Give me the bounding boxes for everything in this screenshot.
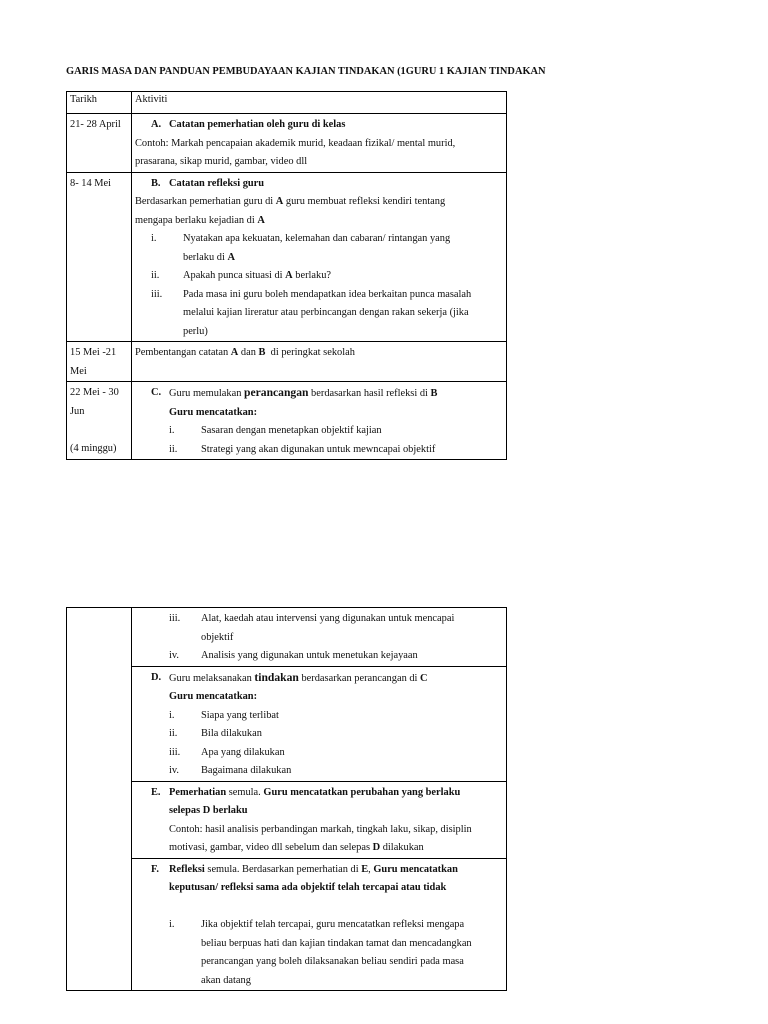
section-b-intro bbox=[135, 212, 506, 231]
row-date: Jun bbox=[70, 405, 85, 417]
list-continuation: perancangan yang boleh dilaksanakan beliau sendiri pada masa bbox=[201, 956, 464, 967]
section-f-heading bbox=[169, 861, 458, 880]
section-f-line: keputusan/ refleksi sama ada objektif telah tercapai atau tidak bbox=[169, 882, 447, 893]
text-run: berdasarkan perancangan di bbox=[298, 672, 421, 684]
section-a-heading: Catatan pemerhatian oleh guru di kelas bbox=[169, 119, 346, 130]
list-text: Apa yang dilakukan bbox=[201, 746, 285, 758]
list-number: ii. bbox=[169, 443, 178, 455]
text-run: semula. bbox=[226, 786, 264, 798]
text-run: dan bbox=[238, 347, 259, 358]
presentation-text bbox=[135, 344, 506, 363]
list-number: i. bbox=[169, 919, 175, 930]
table-row bbox=[67, 172, 507, 342]
timeline-table-continued bbox=[66, 607, 507, 991]
table-row bbox=[67, 608, 507, 667]
section-e-heading bbox=[169, 784, 460, 803]
row-duration: (4 minggu) bbox=[70, 442, 117, 454]
list-number: ii. bbox=[151, 270, 160, 281]
list-text: Pada masa ini guru boleh mendapatkan idea berkaitan punca masalah bbox=[183, 288, 472, 300]
list-number: iii. bbox=[169, 613, 181, 624]
text-run: guru membuat refleksi kendiri tentang bbox=[283, 196, 446, 207]
list-item bbox=[135, 725, 506, 744]
section-a-line: prasarana, sikap murid, gambar, video dll bbox=[135, 156, 308, 167]
row-date: Mei bbox=[70, 365, 87, 377]
section-e-label: E. bbox=[151, 786, 161, 798]
text-run: Berdasarkan pemerhatian guru di bbox=[135, 196, 276, 207]
section-a-label: A. bbox=[151, 119, 162, 130]
document-title: GARIS MASA DAN PANDUAN PEMBUDAYAAN KAJIAN TINDAKAN (1GURU 1 KAJIAN TINDAKAN bbox=[66, 66, 546, 77]
list-number: iii. bbox=[169, 746, 181, 758]
table-row bbox=[67, 342, 507, 382]
list-number: ii. bbox=[169, 728, 178, 739]
text-run: mengapa berlaku kejadian di bbox=[135, 214, 258, 226]
list-item bbox=[135, 286, 506, 305]
text-run: Apakah punca situasi di bbox=[183, 270, 286, 281]
list-text: Siapa yang terlibat bbox=[201, 709, 279, 721]
text-run: perancangan bbox=[244, 386, 309, 399]
row-date: 22 Mei - 30 bbox=[70, 387, 119, 398]
list-continuation: objektif bbox=[201, 631, 234, 643]
section-e-line: selepas D berlaku bbox=[169, 805, 248, 816]
section-d-sub: Guru mencatatkan: bbox=[169, 691, 258, 702]
text-run: D bbox=[372, 842, 381, 853]
row-date: 15 Mei -21 bbox=[70, 347, 117, 358]
text-run: Pemerhatian bbox=[169, 786, 227, 798]
section-b-intro bbox=[135, 193, 506, 212]
section-b-heading: Catatan refleksi guru bbox=[169, 177, 265, 189]
list-number: i. bbox=[169, 425, 175, 436]
list-number: iii. bbox=[151, 288, 163, 300]
text-run: motivasi, gambar, video dll sebelum dan selepas bbox=[169, 842, 373, 853]
list-text: Analisis yang digunakan untuk menetukan kejayaan bbox=[201, 650, 418, 661]
table-row bbox=[67, 858, 507, 991]
text-run: Refleksi bbox=[169, 863, 205, 875]
text-run: A bbox=[275, 196, 284, 207]
row-b-date: 8- 14 Mei bbox=[70, 177, 111, 189]
list-item bbox=[135, 647, 506, 666]
list-item bbox=[135, 762, 506, 781]
list-text: Strategi yang akan digunakan untuk mewncapai objektif bbox=[201, 443, 436, 455]
list-item bbox=[135, 441, 506, 460]
list-continuation: perlu) bbox=[183, 325, 208, 337]
timeline-table bbox=[66, 91, 507, 460]
list-text: Alat, kaedah atau intervensi yang digunakan untuk mencapai bbox=[201, 613, 455, 624]
section-c-sub: Guru mencatatkan: bbox=[169, 406, 258, 418]
table-row bbox=[67, 781, 507, 858]
list-continuation: beliau berpuas hati dan kajian tindakan tamat dan mencadangkan bbox=[201, 937, 472, 949]
text-run: A bbox=[285, 270, 293, 281]
section-f-label: F. bbox=[151, 863, 159, 875]
list-item bbox=[135, 744, 506, 763]
text-run: tindakan bbox=[254, 670, 299, 684]
table-header-row bbox=[67, 92, 507, 114]
list-item bbox=[135, 916, 506, 935]
list-text: Sasaran dengan menetapkan objektif kajian bbox=[201, 425, 382, 436]
list-number: i. bbox=[169, 709, 175, 721]
list-continuation: melalui kajian lireratur atau perbincangan dengan rakan sekerja (jika bbox=[183, 307, 469, 318]
text-run: E bbox=[361, 863, 369, 875]
table-row bbox=[67, 666, 507, 781]
text-run: berdasarkan hasil refleksi di bbox=[308, 388, 431, 399]
list-text bbox=[183, 267, 331, 286]
text-run: , bbox=[368, 863, 374, 875]
text-run: semula. Berdasarkan pemerhatian di bbox=[204, 863, 362, 875]
list-text: Jika objektif telah tercapai, guru mencatatkan refleksi mengapa bbox=[201, 919, 465, 930]
list-number: iv. bbox=[169, 765, 180, 776]
list-item bbox=[135, 610, 506, 629]
section-a-line: Contoh: Markah pencapaian akademik murid, keadaan fizikal/ mental murid, bbox=[135, 137, 456, 149]
text-run: A bbox=[230, 347, 239, 358]
list-text: Bagaimana dilakukan bbox=[201, 765, 292, 776]
section-d-label: D. bbox=[151, 671, 162, 683]
text-run: B bbox=[430, 388, 438, 399]
section-b-label: B. bbox=[151, 177, 161, 189]
text-run: Pembentangan catatan bbox=[135, 347, 231, 358]
text-run: dilakukan bbox=[380, 842, 424, 853]
text-run: Guru mencatatkan bbox=[373, 863, 458, 875]
list-number: i. bbox=[151, 233, 157, 244]
list-continuation: akan datang bbox=[201, 974, 251, 986]
list-item bbox=[135, 422, 506, 441]
list-text: Nyatakan apa kekuatan, kelemahan dan cabaran/ rintangan yang bbox=[183, 233, 451, 244]
section-c-label: C. bbox=[151, 387, 162, 398]
text-run: C bbox=[420, 672, 428, 684]
section-e-line: Contoh: hasil analisis perbandingan markah, tingkah laku, sikap, disiplin bbox=[169, 823, 472, 835]
text-run: berlaku? bbox=[292, 270, 332, 281]
section-e-line bbox=[135, 839, 506, 858]
list-item bbox=[135, 267, 506, 286]
text-run: A bbox=[227, 251, 235, 263]
list-number: iv. bbox=[169, 650, 180, 661]
table-row bbox=[67, 382, 507, 460]
text-run: B bbox=[258, 347, 266, 358]
table-row bbox=[67, 114, 507, 173]
section-d-heading bbox=[169, 669, 428, 689]
header-tarikh: Tarikh bbox=[67, 92, 132, 114]
section-c-heading bbox=[169, 384, 437, 404]
row-a-date: 21- 28 April bbox=[70, 119, 121, 130]
list-continuation bbox=[135, 249, 506, 268]
header-aktiviti: Aktiviti bbox=[132, 92, 507, 114]
text-run: berlaku di bbox=[183, 251, 228, 263]
text-run: Guru melaksanakan bbox=[169, 672, 255, 684]
text-run: A bbox=[257, 214, 265, 226]
text-run: di peringkat sekolah bbox=[265, 347, 355, 358]
list-item bbox=[135, 230, 506, 249]
text-run: Guru memulakan bbox=[169, 388, 245, 399]
list-text: Bila dilakukan bbox=[201, 728, 262, 739]
list-item bbox=[135, 707, 506, 726]
text-run: Guru mencatatkan perubahan yang berlaku bbox=[263, 786, 461, 798]
